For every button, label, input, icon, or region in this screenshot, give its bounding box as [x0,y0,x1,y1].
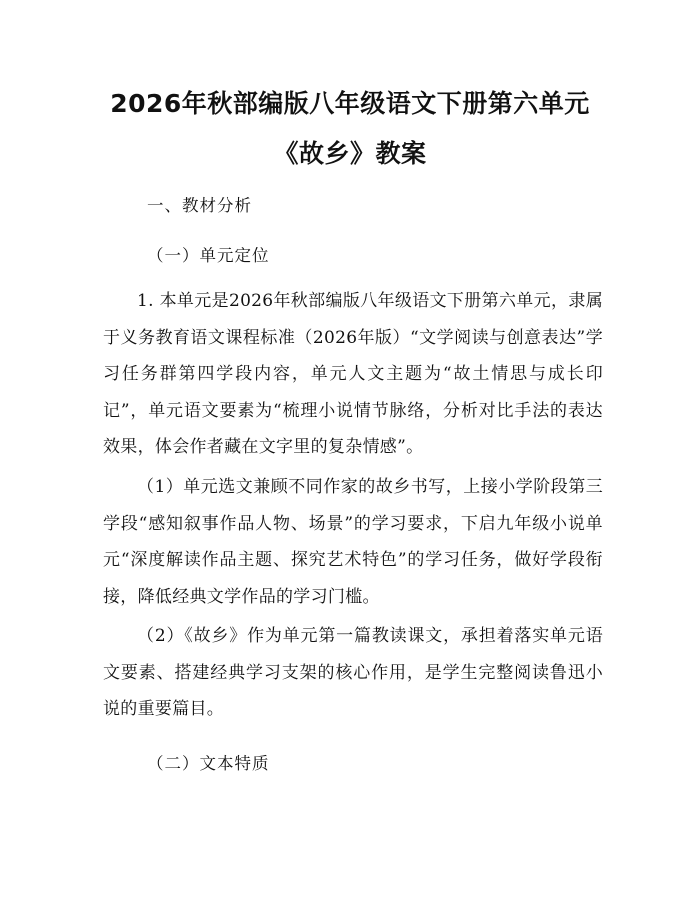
section-heading-textbook-analysis: 一、教材分析 [147,196,252,215]
subsection-heading-unit-positioning: （一）单元定位 [147,246,270,265]
document-title-line-2: 《故乡》教案 [273,139,427,168]
paragraph-selection-connection: （1）单元选文兼顾不同作家的故乡书写，上接小学阶段第三学段“感知叙事作品人物、场景”的学习要求，下启九年级小说单元“深度解读作品主题、探究艺术特色”的学习任务，做好学段衔接，降低经典文学作品的学习门槛。 [103,477,603,607]
subsection-heading-text-features: （二）文本特质 [147,754,270,773]
paragraph-unit-overview: 1. 本单元是2026年秋部编版八年级语文下册第六单元，隶属于义务教育语文课程标准（2026年版）“文学阅读与创意表达”学习任务群第四学段内容，单元人文主题为“故土情思与成长印记”，单元语文要素为“梳理小说情节脉络，分析对比手法的表达效果，体会作者藏在文字里的复杂情感”。 [103,291,603,457]
document-title-line-1: 2026年秋部编版八年级语文下册第六单元 [110,89,590,118]
paragraph-guxiang-role: （2）《故乡》作为单元第一篇教读课文，承担着落实单元语文要素、搭建经典学习支架的核心作用，是学生完整阅读鲁迅小说的重要篇目。 [103,626,603,719]
